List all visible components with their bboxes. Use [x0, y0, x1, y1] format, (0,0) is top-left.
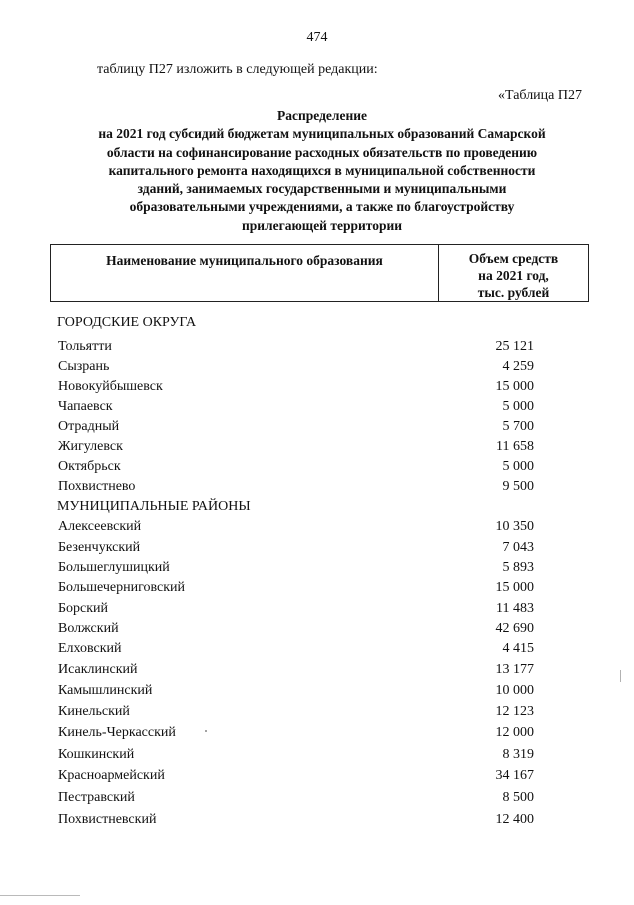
section-heading-municipal-districts: МУНИЦИПАЛЬНЫЕ РАЙОНЫ — [57, 499, 251, 514]
table-row — [58, 599, 578, 619]
row-value: 25 121 — [495, 339, 534, 354]
row-value: 11 483 — [496, 601, 534, 616]
row-name: Жигулевск — [58, 439, 123, 454]
row-value: 15 000 — [495, 580, 534, 595]
title-line: прилегающей территории — [241, 217, 403, 233]
row-name: Красноармейский — [58, 768, 165, 783]
row-name: Похвистневский — [58, 812, 157, 827]
row-value: 15 000 — [495, 379, 534, 394]
table-row — [58, 639, 578, 659]
header-amount-line: Объем средств — [468, 251, 559, 266]
row-name: Борский — [58, 601, 109, 616]
table-row — [58, 457, 578, 477]
row-value: 13 177 — [495, 662, 534, 677]
table-row — [58, 681, 578, 701]
row-name: Елховский — [58, 641, 122, 656]
title-line: образовательными учреждениями, а также по благоустройству — [129, 199, 515, 215]
row-name: Октябрьск — [58, 459, 121, 474]
table-row — [58, 377, 578, 397]
table-row — [58, 357, 578, 377]
row-name: Кинель-Черкасский — [58, 725, 176, 740]
row-name: Тольятти — [58, 339, 112, 354]
title-line: области на софинансирование расходных обязательств по проведению — [106, 144, 538, 160]
row-name: Волжский — [58, 621, 119, 636]
row-value: 4 415 — [502, 641, 534, 656]
row-value: 8 500 — [502, 790, 534, 805]
row-name: Исаклинский — [58, 662, 138, 677]
table-row — [58, 810, 578, 830]
row-value: 11 658 — [496, 439, 534, 454]
page-number: 474 — [306, 30, 328, 45]
row-value: 5 700 — [502, 419, 534, 434]
table-header — [50, 244, 589, 302]
title-line: на 2021 год субсидий бюджетам муниципальных образований Самарской — [98, 126, 546, 142]
document-title — [42, 107, 602, 235]
row-name: Пестравский — [58, 790, 135, 805]
title-line: Распределение — [276, 108, 368, 123]
row-name: Кинельский — [58, 704, 130, 719]
row-value: 42 690 — [495, 621, 534, 636]
row-name: Кошкинский — [58, 747, 135, 762]
row-name: Сызрань — [58, 359, 110, 374]
header-amount-column — [439, 245, 588, 301]
title-line: зданий, занимаемых государственными и муниципальными — [137, 181, 507, 197]
row-value: 8 319 — [502, 747, 534, 762]
table-row — [58, 397, 578, 417]
row-name: Большеглушицкий — [58, 560, 170, 575]
row-value: 12 400 — [495, 812, 534, 827]
header-amount-line: на 2021 год, — [478, 268, 549, 283]
row-name: Отрадный — [58, 419, 120, 434]
header-name-column: Наименование муниципального образования — [51, 245, 439, 301]
table-row — [58, 538, 578, 558]
row-value: 10 000 — [495, 683, 534, 698]
row-value: 5 000 — [502, 399, 534, 414]
table-row — [58, 437, 578, 457]
table-row — [58, 517, 578, 537]
row-value: 7 043 — [502, 540, 534, 555]
table-row — [58, 337, 578, 357]
table-row — [58, 745, 578, 765]
row-value: 10 350 — [495, 519, 534, 534]
table-row — [58, 702, 578, 722]
section-heading-city-districts: ГОРОДСКИЕ ОКРУГА — [57, 315, 197, 330]
intro-text: таблицу П27 изложить в следующей редакции: — [97, 62, 378, 77]
table-row — [58, 417, 578, 437]
table-row — [58, 788, 578, 808]
scan-artifact — [0, 895, 80, 896]
table-row — [58, 619, 578, 639]
table-row — [58, 578, 578, 598]
row-name: Похвистнево — [58, 479, 136, 494]
table-row — [58, 558, 578, 578]
row-name: Камышлинский — [58, 683, 153, 698]
row-value: 12 123 — [495, 704, 534, 719]
title-line: капитального ремонта находящихся в муниципальной собственности — [108, 162, 536, 178]
table-row — [58, 766, 578, 786]
row-name: Чапаевск — [58, 399, 113, 414]
header-amount-line: тыс. рублей — [477, 285, 550, 300]
row-name: Новокуйбышевск — [58, 379, 163, 394]
row-name: Большечерниговский — [58, 580, 186, 595]
row-value: 9 500 — [502, 479, 534, 494]
table-row — [58, 723, 578, 743]
row-value: 12 000 — [495, 725, 534, 740]
row-value: 5 000 — [502, 459, 534, 474]
row-value: 5 893 — [502, 560, 534, 575]
table-row — [58, 660, 578, 680]
table-reference: «Таблица П27 — [498, 88, 582, 103]
row-value: 34 167 — [495, 768, 534, 783]
row-value: 4 259 — [502, 359, 534, 374]
row-name: Безенчукский — [58, 540, 141, 555]
table-row — [58, 477, 578, 497]
row-name: Алексеевский — [58, 519, 142, 534]
scan-artifact — [205, 730, 207, 732]
scan-artifact — [620, 670, 621, 682]
